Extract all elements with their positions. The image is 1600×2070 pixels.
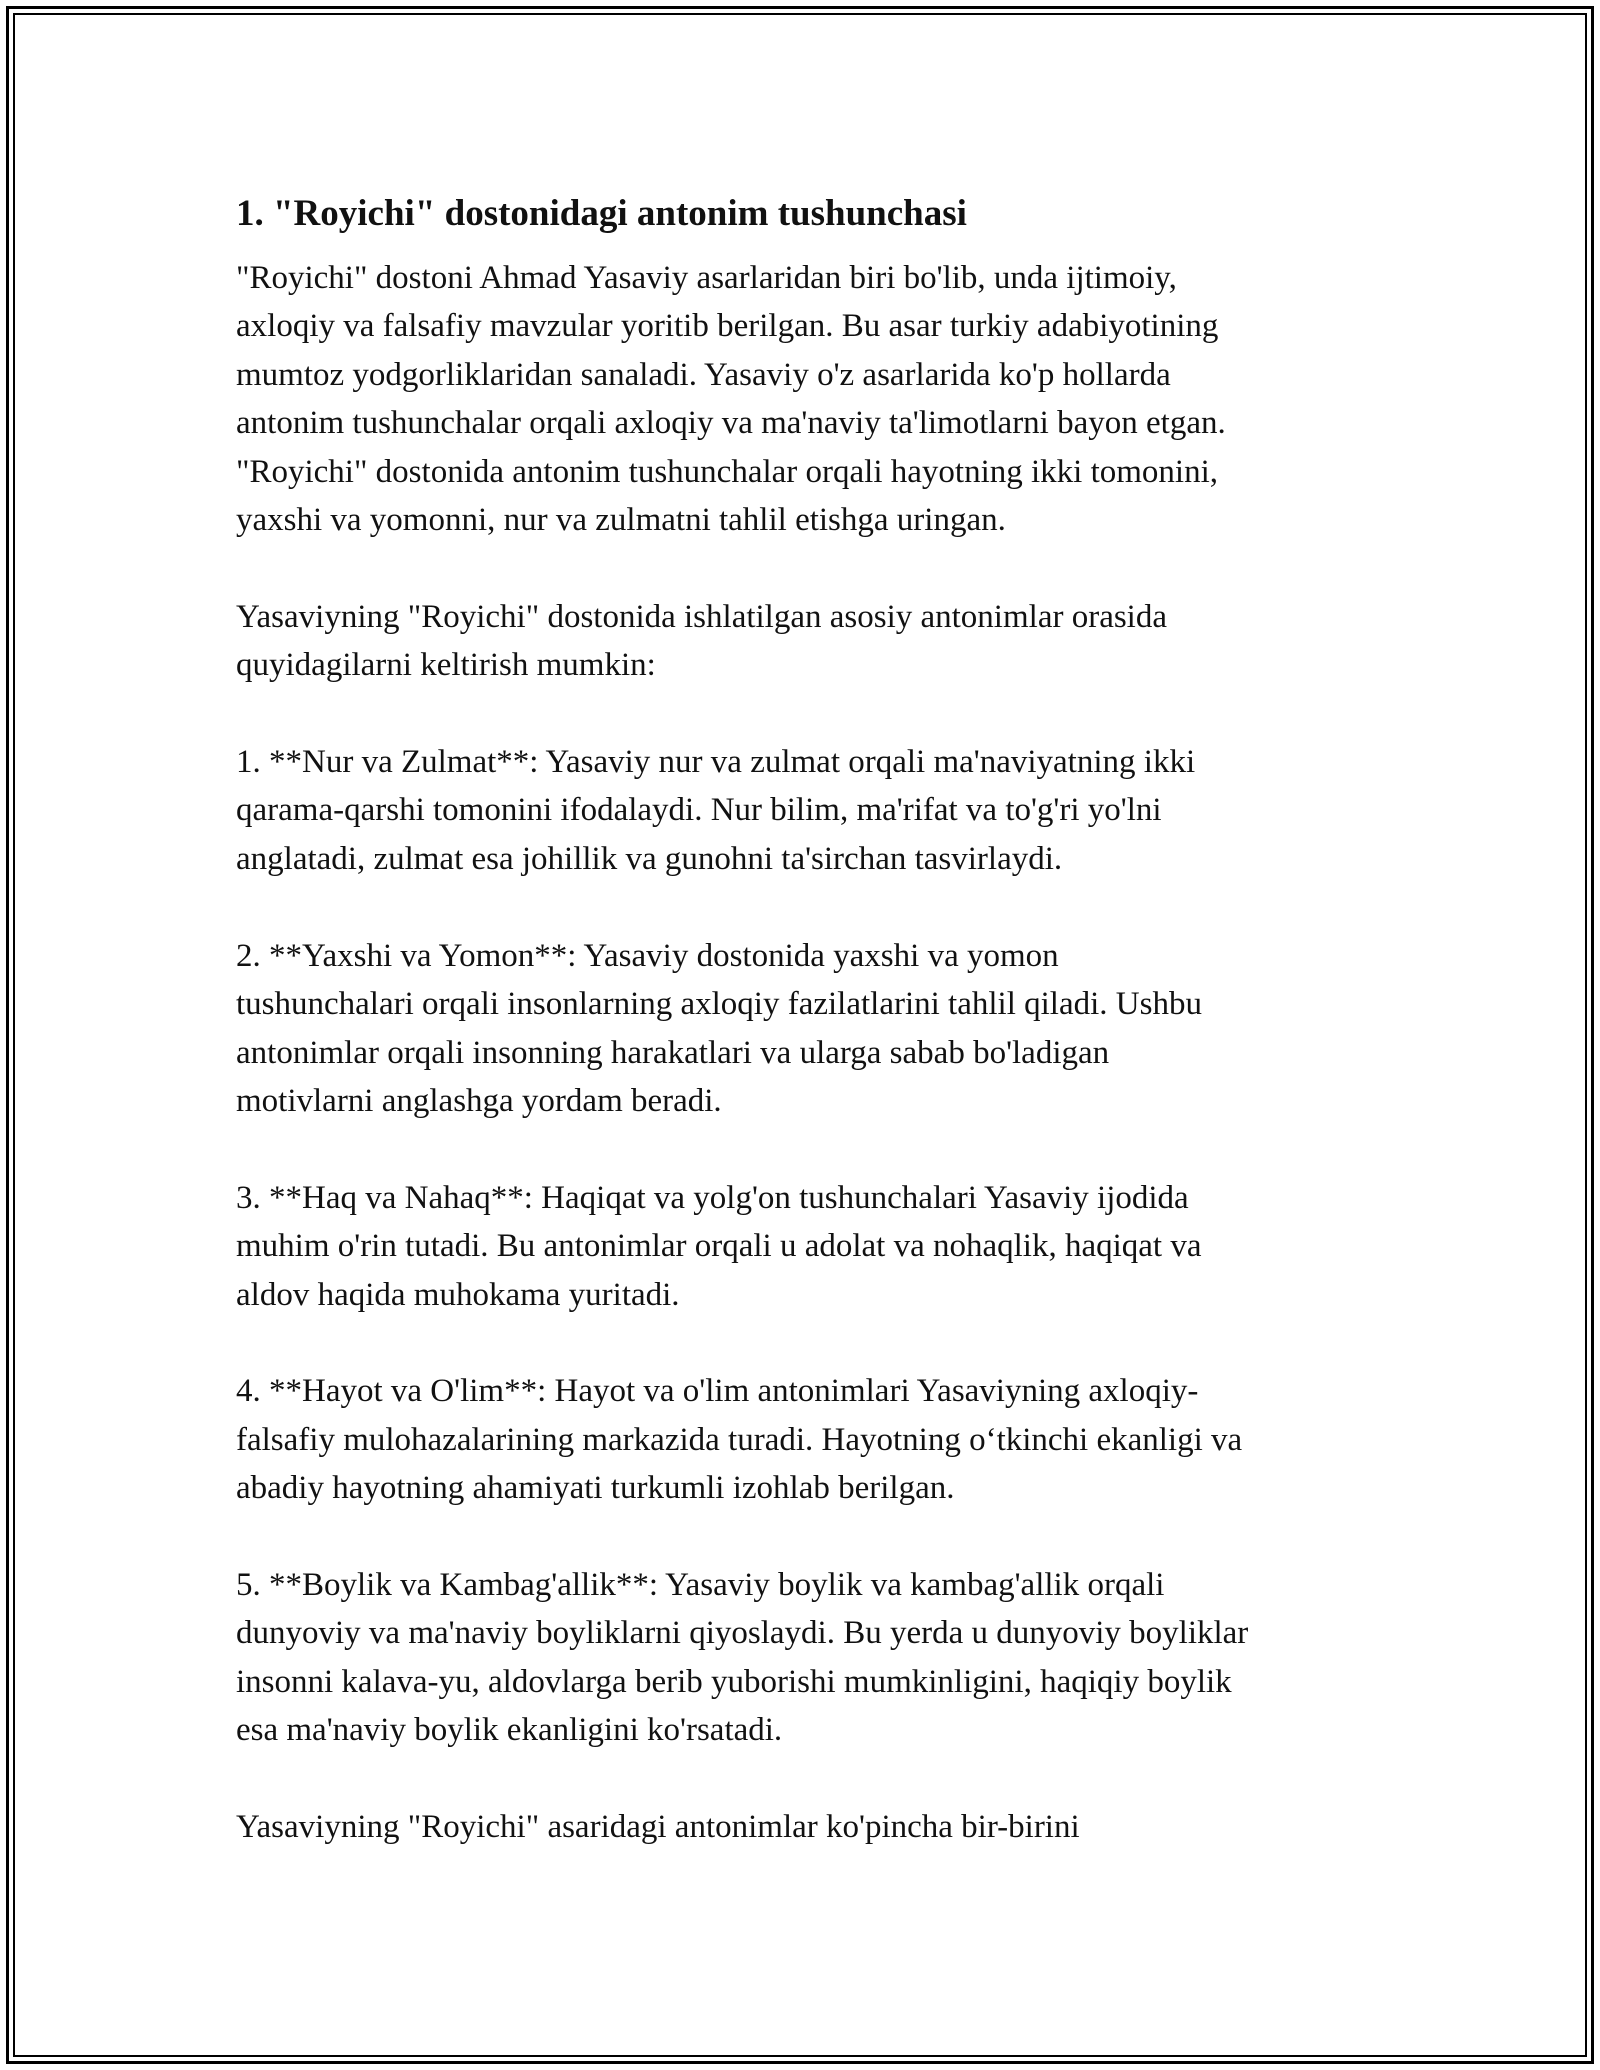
document-page [236,186,1376,1851]
document-body: "Royichi" dostoni Ahmad Yasaviy asarlaridan biri bo'lib, unda ijtimoiy, axloqiy va falsafiy mavzular yoritib berilgan. Bu asar turkiy adabiyotining mumtoz yodgorliklaridan sanaladi. Yasaviy o'z asarlarida ko'p hollarda antonim tushunchalar orqali axloqiy va ma'naviy ta'limotlarni bayon etgan. "Royichi" dostonida antonim tushunchalar orqali hayotning ikki tomonini, yaxshi va yomonni, nur va zulmatni tahlil etishga uringan. Yasaviyning "Royichi" dostonida ishlatilgan asosiy antonimlar orasida quyidagilarni keltirish mumkin: 1. **Nur va Zulmat**: Yasaviy nur va zulmat orqali ma'naviyatning ikki qarama-qarshi tomonini ifodalaydi. Nur bilim, ma'rifat va to'g'ri yo'lni anglatadi, zulmat esa johillik va gunohni ta'sirchan tasvirlaydi. 2. **Yaxshi va Yomon**: Yasaviy dostonida yaxshi va yomon tushunchalari orqali insonlarning axloqiy fazilatlarini tahlil qiladi. Ushbu antonimlar orqali insonning harakatlari va ularga sabab bo'ladigan motivlarni anglashga yordam beradi. 3. **Haq va Nahaq**: Haqiqat va yolg'on tushunchalari Yasaviy ijodida muhim o'rin tutadi. Bu antonimlar orqali u adolat va nohaqlik, haqiqat va aldov haqida muhokama yuritadi. 4. **Hayot va O'lim**: Hayot va o'lim antonimlari Yasaviyning axloqiy- falsafiy mulohazalarining markazida turadi. Hayotning o‘tkinchi ekanligi va abadiy hayotning ahamiyati turkumli izohlab berilgan. 5. **Boylik va Kambag'allik**: Yasaviy boylik va kambag'allik orqali dunyoviy va ma'naviy boyliklarni qiyoslaydi. Bu yerda u dunyoviy boyliklar insonni kalava-yu, aldovlarga berib yuborishi mumkinligini, haqiqiy boylik esa ma'naviy boylik ekanligini ko'rsatadi. Yasaviyning "Royichi" asaridagi antonimlar ko'pincha bir-birini [236,260,1249,1845]
document-title: 1. "Royichi" dostonidagi antonim tushunchasi [236,193,967,234]
